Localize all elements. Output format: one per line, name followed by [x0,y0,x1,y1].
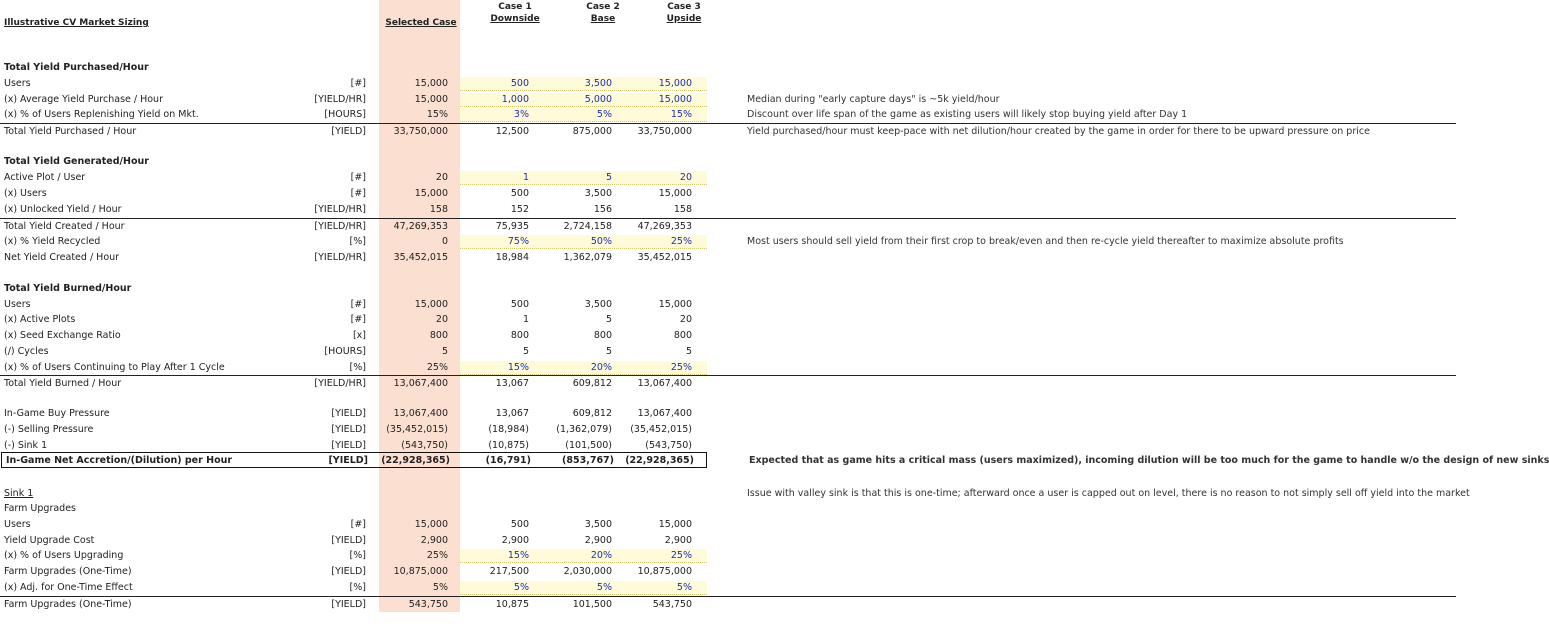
selected-case-value: 33,750,000 [393,126,448,137]
table-row [0,438,1456,453]
row-label: (x) % of Users Upgrading [4,550,124,561]
case3-value: 15,000 [658,519,692,530]
row-label: Farm Upgrades [4,503,76,514]
case2-value: 875,000 [572,126,612,137]
row-label: Total Yield Generated/Hour [4,156,149,167]
case2-value: 609,812 [572,378,612,389]
table-row [0,501,1456,516]
case2-value: 156 [593,204,612,215]
selected-case-value: 20 [435,172,448,183]
case3-value: 20 [679,172,692,183]
case1-value: (16,791) [485,455,531,466]
table-row [0,92,1456,107]
case3-value: 35,452,015 [637,252,692,263]
comment-note: Median during "early capture days" is ~5k yield/hour [747,94,1000,105]
comment-note: Yield purchased/hour must keep-pace with net dilution/hour created by the game in order for there to be upward pressure on price [747,126,1370,137]
case2-value: 3,500 [584,188,612,199]
case1-value: 152 [510,204,529,215]
case3-value: 5% [676,582,692,593]
row-label: Total Yield Burned/Hour [4,283,132,294]
table-row [0,170,1456,185]
table-row [0,406,1456,421]
selected-case-value: 5% [432,582,448,593]
case1-value: 1,000 [501,94,529,105]
case2-value: 5 [605,172,612,183]
row-label: (x) Users [4,188,47,199]
table-row [0,234,1456,249]
selected-case-value: 25% [426,362,448,373]
case2-value: 5% [596,109,612,120]
case1-value: 5 [522,346,529,357]
case3-value: 158 [673,204,692,215]
row-label: (x) Unlocked Yield / Hour [4,204,122,215]
case1-value: 800 [510,330,529,341]
row-label: (x) Adj. for One-Time Effect [4,582,133,593]
row-label: Total Yield Purchased / Hour [4,126,137,137]
table-row [0,186,1456,201]
selected-case-value: 15,000 [414,299,448,310]
case2-value: 800 [593,330,612,341]
case3-value: (543,750) [645,440,692,451]
table-row [0,548,1456,563]
row-label: (x) Average Yield Purchase / Hour [4,94,163,105]
case1-value: 13,067 [495,378,529,389]
selected-case-value: (35,452,015) [386,424,448,435]
unit-cell: [YIELD] [331,535,366,546]
unit-cell: [#] [350,78,366,89]
unit-cell: [x] [352,330,366,341]
case1-value: 217,500 [489,566,529,577]
case1-value: 3% [513,109,529,120]
selected-case-value: 15,000 [414,188,448,199]
case3-value: 25% [670,236,692,247]
unit-cell: [%] [349,582,366,593]
case2-value: 2,030,000 [563,566,612,577]
header-case1: Case 1 Downside [490,2,540,24]
case3-value: (35,452,015) [630,424,692,435]
row-label: Farm Upgrades (One-Time) [4,566,132,577]
case1-value: 75% [507,236,529,247]
selected-case-value: 5 [441,346,448,357]
row-label: Total Yield Created / Hour [4,221,125,232]
case1-value: 18,984 [495,252,529,263]
case3-value: (22,928,365) [625,455,694,466]
comment-note: Discount over life span of the game as existing users will likely stop buying yield after Day 1 [747,109,1188,120]
selected-case-value: (22,928,365) [381,455,450,466]
table-row [0,517,1456,532]
case2-value: (1,362,079) [556,424,612,435]
table-row [0,328,1456,343]
unit-cell: [YIELD/HR] [314,94,366,105]
case2-value: 3,500 [584,78,612,89]
case3-value: 15,000 [658,299,692,310]
selected-case-value: 0 [441,236,448,247]
unit-cell: [%] [349,550,366,561]
case3-value: 47,269,353 [637,221,692,232]
selected-case-value: 15,000 [414,94,448,105]
unit-cell: [#] [350,172,366,183]
selected-case-value: 35,452,015 [393,252,448,263]
unit-cell: [#] [350,188,366,199]
selected-case-value: (543,750) [401,440,448,451]
selected-case-value: 13,067,400 [393,408,448,419]
row-label: Farm Upgrades (One-Time) [4,599,132,610]
table-row [0,580,1456,595]
case1-value: 2,900 [501,535,529,546]
row-label: (x) Seed Exchange Ratio [4,330,121,341]
table-row [0,375,1456,391]
table-row [0,360,1456,375]
table-row [0,218,1456,234]
unit-cell: [#] [350,519,366,530]
row-label: (-) Selling Pressure [4,424,94,435]
case1-value: 5% [513,582,529,593]
row-label: Users [4,78,31,89]
case3-value: 15% [670,109,692,120]
row-label: (x) % of Users Replenishing Yield on Mkt. [4,109,199,120]
case1-value: 500 [510,299,529,310]
case3-value: 2,900 [664,535,692,546]
comment-note: Issue with valley sink is that this is one-time; afterward once a user is capped out on level, there is no reason to not simply sell off yield into the market [747,488,1470,499]
table-row [0,344,1456,359]
selected-case-value: 10,875,000 [393,566,448,577]
case3-value: 13,067,400 [637,408,692,419]
unit-cell: [HOURS] [324,109,366,120]
selected-case-value: 15,000 [414,78,448,89]
table-row [0,596,1456,612]
case1-value: 10,875 [495,599,529,610]
selected-case-value: 15,000 [414,519,448,530]
unit-cell: [#] [350,314,366,325]
case2-value: 5,000 [584,94,612,105]
case1-value: 500 [510,78,529,89]
case1-value: 15% [507,362,529,373]
sheet-title: Illustrative CV Market Sizing [4,18,149,28]
table-row [1,452,1549,468]
comment-note: Expected that as game hits a critical mass (users maximized), incoming dilution will be too much for the game to handle w/o the design of new sinks [749,455,1549,466]
row-label: (x) % Yield Recycled [4,236,101,247]
unit-cell: [YIELD] [331,440,366,451]
case3-value: 10,875,000 [637,566,692,577]
case3-value: 543,750 [652,599,692,610]
case2-value: 5 [605,314,612,325]
selected-case-value: 13,067,400 [393,378,448,389]
row-label: (-) Sink 1 [4,440,48,451]
selected-case-value: 158 [429,204,448,215]
case2-value: (853,767) [562,455,614,466]
case1-value: 500 [510,519,529,530]
case3-value: 20 [679,314,692,325]
table-row [0,250,1456,265]
unit-cell: [%] [349,362,366,373]
case2-value: 3,500 [584,299,612,310]
row-label: (x) Active Plots [4,314,76,325]
case3-value: 25% [670,362,692,373]
case1-value: 1 [522,314,529,325]
table-row [0,107,1456,122]
case1-value: (10,875) [488,440,529,451]
selected-case-value: 25% [426,550,448,561]
row-label: (/) Cycles [4,346,49,357]
case1-value: 12,500 [495,126,529,137]
case1-value: (18,984) [488,424,529,435]
row-label: Total Yield Burned / Hour [4,378,122,389]
table-row [0,154,1456,169]
case3-value: 25% [670,550,692,561]
table-row [0,76,1456,91]
case3-value: 800 [673,330,692,341]
unit-cell: [YIELD] [331,424,366,435]
row-label: Users [4,299,31,310]
case2-value: 101,500 [572,599,612,610]
table-row [0,123,1456,139]
case2-value: (101,500) [565,440,612,451]
selected-case-value: 2,900 [420,535,448,546]
selected-case-value: 800 [429,330,448,341]
case2-value: 50% [590,236,612,247]
header-case3: Case 3 Upside [666,2,702,24]
case3-value: 15,000 [658,188,692,199]
unit-cell: [YIELD/HR] [314,378,366,389]
case1-value: 500 [510,188,529,199]
selected-case-value: 20 [435,314,448,325]
unit-cell: [YIELD/HR] [314,252,366,263]
table-row [0,533,1456,548]
table-row [0,60,1456,75]
case1-value: 1 [522,172,529,183]
row-label: Users [4,519,31,530]
case2-value: 3,500 [584,519,612,530]
selected-case-value: 47,269,353 [393,221,448,232]
table-row [0,202,1456,217]
row-label: Yield Upgrade Cost [4,535,95,546]
row-label: Sink 1 [4,488,34,499]
case3-value: 15,000 [658,78,692,89]
row-label: Net Yield Created / Hour [4,252,120,263]
unit-cell: [%] [349,236,366,247]
case2-value: 20% [590,362,612,373]
table-row [0,422,1456,437]
case2-value: 5% [596,582,612,593]
case2-value: 5 [605,346,612,357]
header-selected-case: Selected Case [385,18,457,28]
case2-value: 20% [590,550,612,561]
case2-value: 2,724,158 [563,221,612,232]
case3-value: 5 [685,346,692,357]
unit-cell: [YIELD] [328,455,368,466]
unit-cell: [YIELD] [331,126,366,137]
comment-note: Most users should sell yield from their first crop to break/even and then re-cycle yield thereafter to maximize absolute profits [747,236,1344,247]
row-label: In-Game Buy Pressure [4,408,110,419]
table-row [0,281,1456,296]
case3-value: 13,067,400 [637,378,692,389]
case3-value: 15,000 [658,94,692,105]
unit-cell: [YIELD] [331,408,366,419]
unit-cell: [YIELD] [331,599,366,610]
table-row [0,297,1456,312]
unit-cell: [YIELD] [331,566,366,577]
case2-value: 2,900 [584,535,612,546]
selected-case-value: 543,750 [408,599,448,610]
case2-value: 609,812 [572,408,612,419]
table-row [0,486,1470,501]
unit-cell: [YIELD/HR] [314,204,366,215]
header-case2: Case 2 Base [586,2,620,24]
row-label: In-Game Net Accretion/(Dilution) per Hour [6,455,233,466]
case2-value: 1,362,079 [563,252,612,263]
row-label: Active Plot / User [4,172,86,183]
unit-cell: [HOURS] [324,346,366,357]
row-label: (x) % of Users Continuing to Play After 1 Cycle [4,362,225,373]
table-row [0,312,1456,327]
selected-case-value: 15% [426,109,448,120]
case3-value: 33,750,000 [637,126,692,137]
unit-cell: [YIELD/HR] [314,221,366,232]
unit-cell: [#] [350,299,366,310]
row-label: Total Yield Purchased/Hour [4,62,149,73]
case1-value: 75,935 [495,221,529,232]
case1-value: 13,067 [495,408,529,419]
table-row [0,564,1456,579]
case1-value: 15% [507,550,529,561]
